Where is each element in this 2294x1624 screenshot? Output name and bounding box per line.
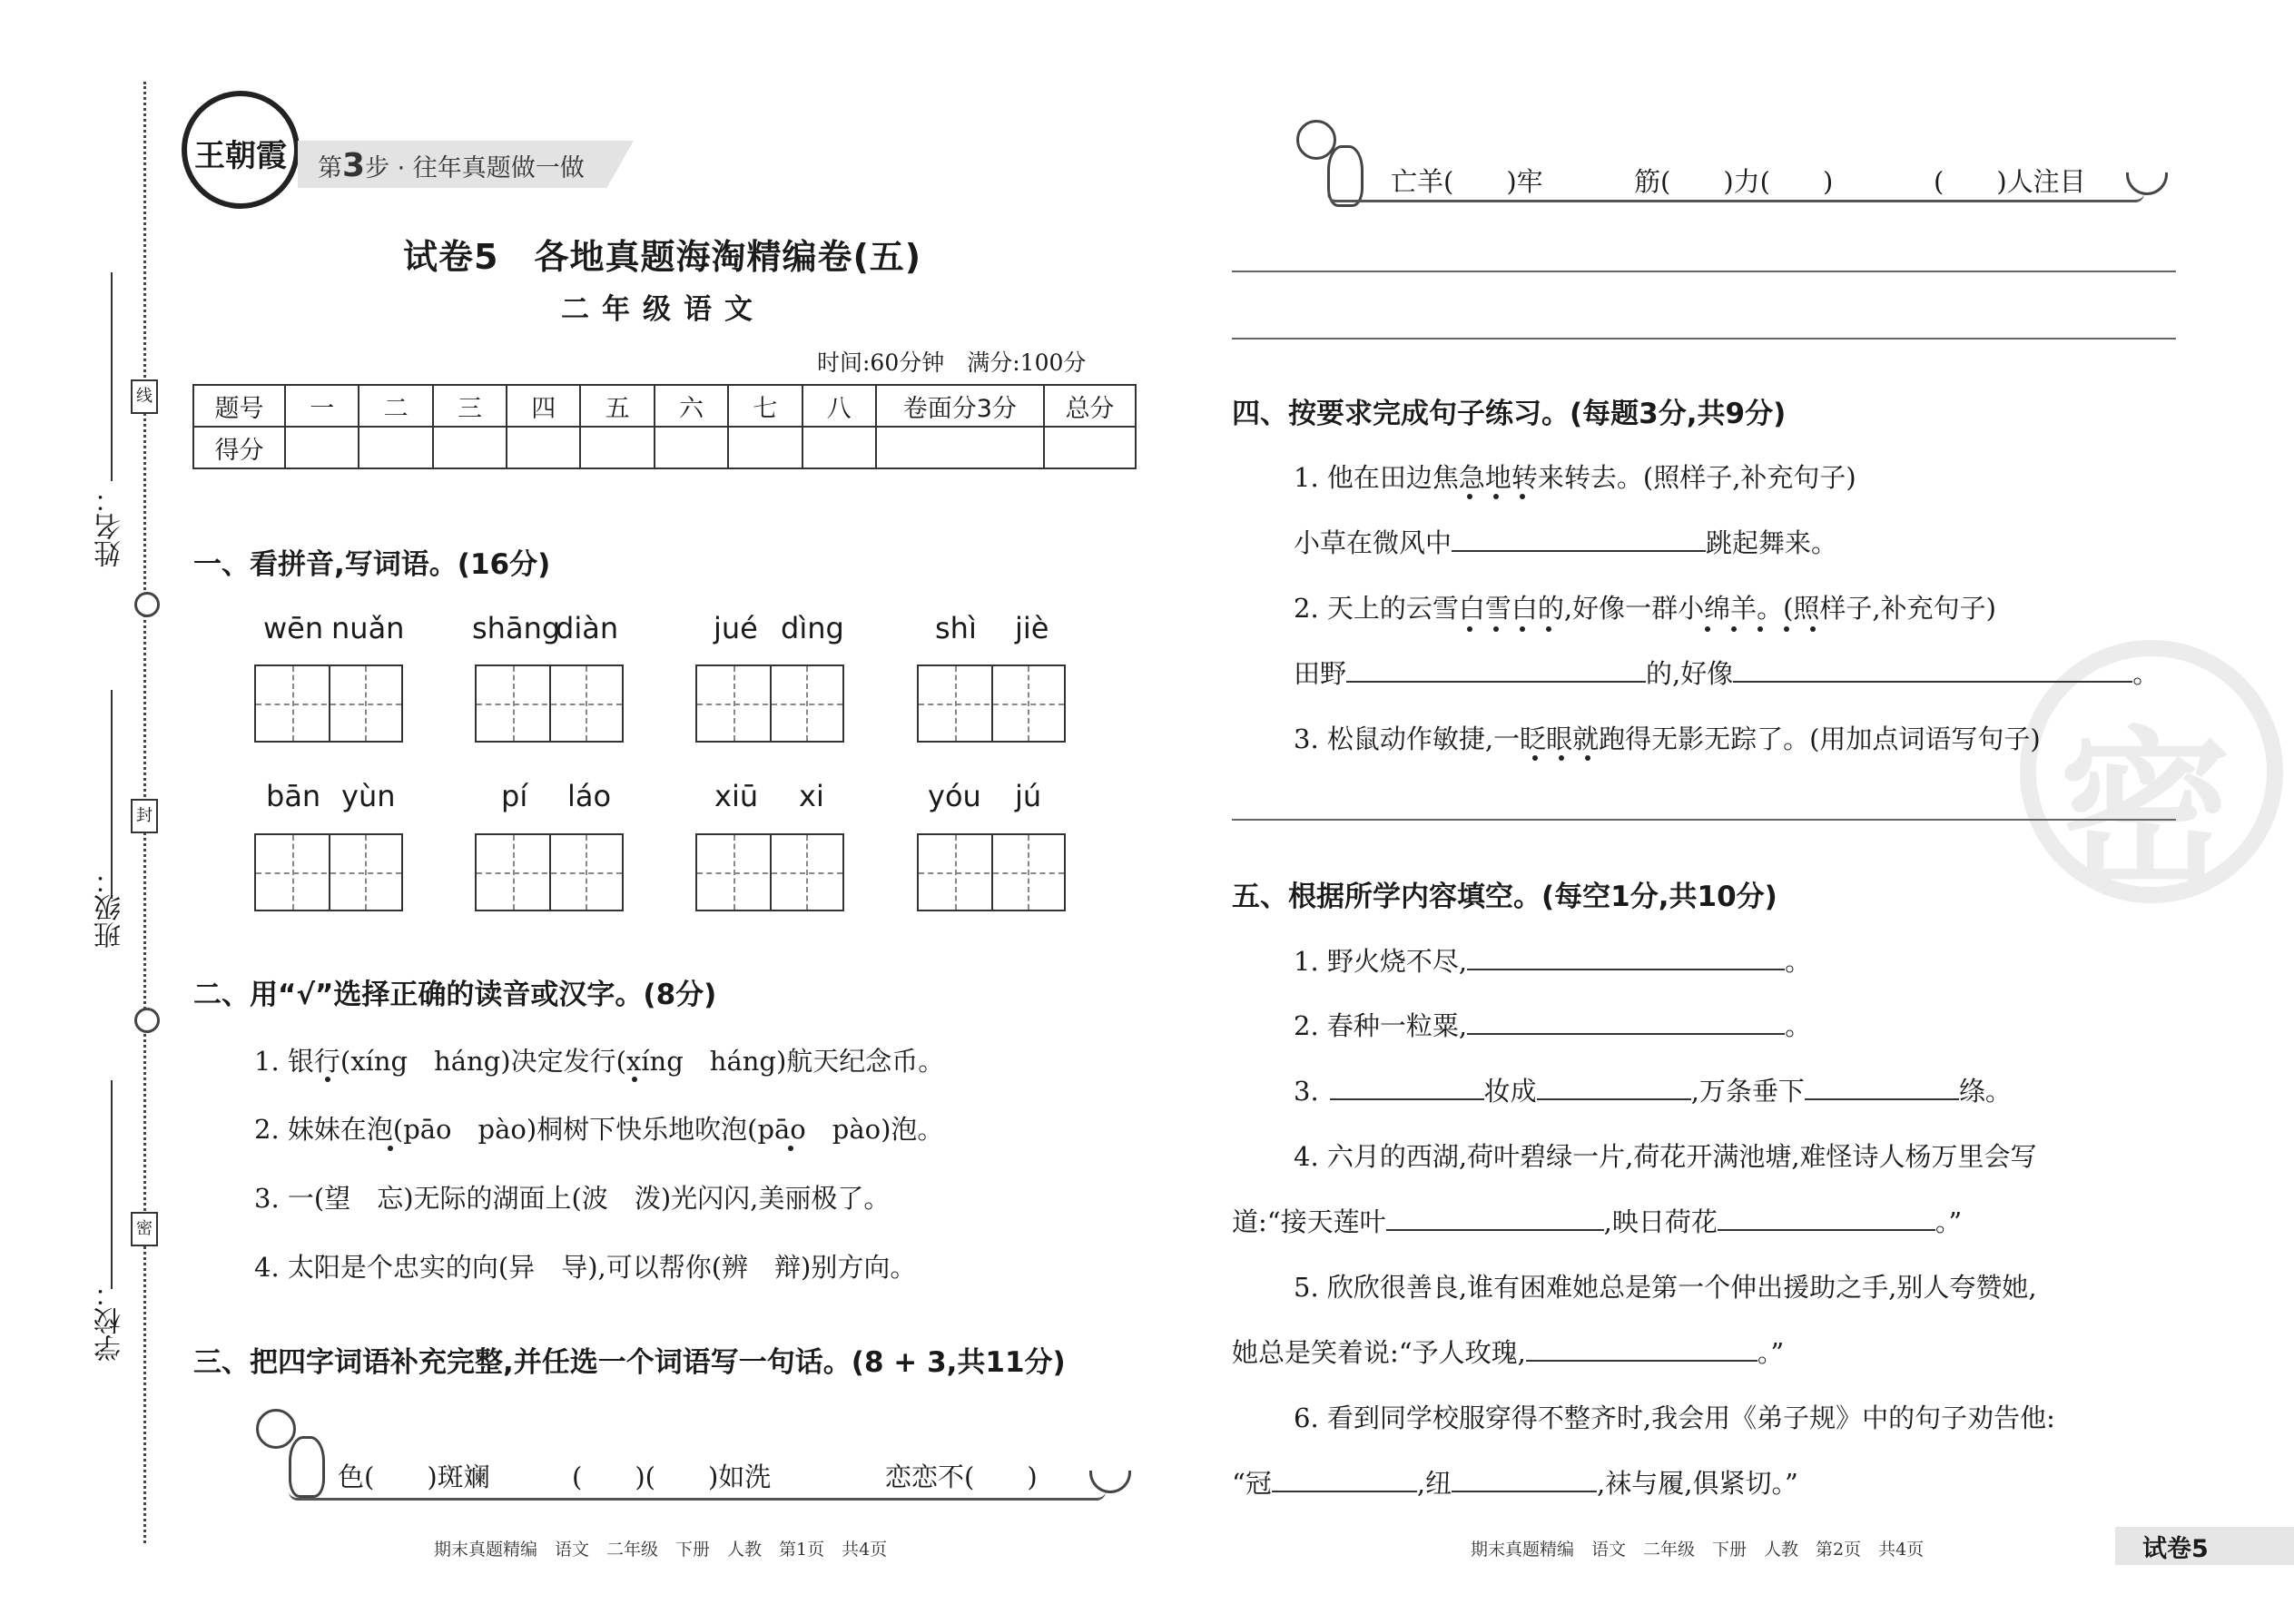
writing-grid[interactable]	[475, 833, 624, 911]
writing-grid[interactable]	[254, 833, 403, 911]
answer-blank[interactable]	[1718, 1204, 1935, 1231]
emphasis-dot	[1520, 626, 1525, 632]
writing-grid[interactable]	[695, 664, 844, 743]
score-table-header-row	[193, 385, 1136, 427]
answer-blank[interactable]	[1467, 943, 1785, 970]
seal-tag-mi: 密	[131, 1212, 158, 1246]
pinyin: yùn	[341, 779, 396, 813]
writing-grid[interactable]	[917, 833, 1066, 911]
header-cell: 题号	[193, 385, 285, 427]
fill-line: 3. 妆成 ,万条垂下 绦。	[1294, 1071, 2012, 1108]
question-item: 2. 天上的云雪白雪白的,好像一群小绵羊。(照样子,补充句子)	[1294, 593, 1996, 624]
question-item: 4. 六月的西湖,荷叶碧绿一片,荷花开满池塘,难怪诗人杨万里会写	[1294, 1141, 2037, 1172]
header-cell: 总分	[1044, 385, 1136, 427]
pinyin: shì	[935, 611, 977, 645]
pinyin: shāng	[472, 611, 561, 645]
section4-heading: 四、按要求完成句子练习。(每题3分,共9分)	[1232, 398, 1787, 430]
pinyin: bān	[266, 779, 321, 813]
seal-tag-xian: 线	[131, 379, 158, 414]
score-cell[interactable]	[1044, 427, 1136, 468]
pinyin: wēn	[263, 611, 324, 645]
idiom-item: ( )( )如洗	[572, 1462, 772, 1492]
pinyin: xi	[799, 779, 824, 813]
answer-blank[interactable]	[1467, 1008, 1785, 1035]
fill-line: “冠 ,纽 ,袜与履,俱紧切。”	[1232, 1463, 1798, 1501]
footer-right: 期末真题精编 语文 二年级 下册 人教 第2页 共4页	[1471, 1540, 1925, 1560]
question-item: 3. 一(望 忘)无际的湖面上(波 泼)光闪闪,美丽极了。	[254, 1183, 891, 1214]
answer-line[interactable]	[1232, 271, 2176, 272]
answer-blank[interactable]	[1537, 1073, 1691, 1100]
emphasis-dot	[1784, 626, 1789, 632]
school-field-rule[interactable]	[111, 1080, 113, 1289]
header-cell: 七	[728, 385, 802, 427]
exam-subtitle: 二年级语文	[561, 293, 765, 326]
emphasis-dot	[1532, 755, 1538, 761]
header-cell: 五	[580, 385, 654, 427]
answer-blank[interactable]	[1272, 1465, 1417, 1492]
pinyin: jiè	[1015, 611, 1049, 645]
fill-line: 道:“接天莲叶 ,映日荷花 。”	[1232, 1202, 1962, 1239]
header-cell: 八	[802, 385, 876, 427]
pinyin: nuǎn	[331, 611, 405, 645]
score-cell[interactable]	[507, 427, 580, 468]
header-cell: 六	[655, 385, 728, 427]
idiom-item: 筋( )力( )	[1634, 166, 1834, 197]
row-label: 得分	[193, 427, 285, 468]
writing-grid[interactable]	[254, 664, 403, 743]
answer-blank[interactable]	[1526, 1334, 1757, 1362]
score-table	[192, 384, 1137, 469]
writing-grid[interactable]	[475, 664, 624, 743]
answer-blank[interactable]	[1386, 1204, 1604, 1231]
fill-line: 田野 的,好像 。	[1294, 654, 2159, 691]
section3-heading: 三、把四字词语补充完整,并任选一个词语写一句话。(8 + 3,共11分)	[193, 1346, 1066, 1379]
logo-text: 王朝霞	[194, 138, 287, 174]
emphasis-dot	[1731, 626, 1737, 632]
header-cell: 四	[507, 385, 580, 427]
binding-knot-icon	[134, 592, 160, 617]
answer-blank[interactable]	[1330, 1073, 1484, 1100]
idiom-item: 色( )斑斓	[338, 1462, 490, 1492]
school-label: 学校：	[94, 1280, 126, 1362]
idiom-item: 亡羊( )牢	[1391, 166, 1543, 197]
fill-line: 小草在微风中 跳起舞来。	[1294, 523, 1837, 560]
score-cell[interactable]	[655, 427, 728, 468]
watermark-glyph: 密	[2059, 712, 2232, 912]
pinyin: jué	[714, 611, 758, 645]
idiom-item: 恋恋不( )	[885, 1462, 1038, 1492]
pinyin: jú	[1015, 779, 1042, 813]
step-label: 第3步 · 往年真题做一做	[318, 147, 585, 184]
section2-heading: 二、用“√”选择正确的读音或汉字。(8分)	[193, 979, 717, 1011]
emphasis-dot	[1559, 755, 1564, 761]
score-cell[interactable]	[359, 427, 432, 468]
emphasis-dot	[788, 1146, 793, 1151]
writing-grid[interactable]	[695, 833, 844, 911]
emphasis-dot	[325, 1077, 330, 1082]
emphasis-dot	[1493, 494, 1499, 499]
header-cell: 三	[433, 385, 507, 427]
pinyin: xiū	[714, 779, 759, 813]
question-item: 1. 他在田边焦急地转来转去。(照样子,补充句子)	[1294, 462, 1856, 493]
fill-line: 她总是笑着说:“予人玫瑰, 。”	[1232, 1333, 1784, 1370]
binding-knot-icon	[134, 1008, 160, 1033]
score-cell[interactable]	[285, 427, 359, 468]
score-table-score-row	[193, 427, 1136, 468]
name-field-rule[interactable]	[111, 272, 113, 481]
brand-logo	[182, 91, 300, 209]
answer-line[interactable]	[1232, 819, 2176, 821]
answer-blank[interactable]	[1452, 1465, 1597, 1492]
answer-blank[interactable]	[1346, 655, 1646, 683]
pinyin: diàn	[556, 611, 619, 645]
seal-tag-feng: 封	[131, 799, 158, 833]
answer-blank[interactable]	[1452, 525, 1706, 552]
pinyin: dìng	[781, 611, 844, 645]
pinyin: láo	[567, 779, 612, 813]
question-item: 6. 看到同学校服穿得不整齐时,我会用《弟子规》中的句子劝告他:	[1294, 1403, 2055, 1433]
header-cell: 一	[285, 385, 359, 427]
emphasis-dot	[1520, 494, 1525, 499]
class-label: 班级：	[94, 867, 126, 949]
emphasis-dot	[1810, 626, 1816, 632]
score-cell[interactable]	[802, 427, 876, 468]
time-info: 时间:60分钟 满分:100分	[817, 349, 1087, 376]
emphasis-dot	[1467, 494, 1472, 499]
question-item: 2. 妹妹在泡(pāo pào)桐树下快乐地吹泡(pāo pào)泡。	[254, 1114, 944, 1145]
emphasis-dot	[1493, 626, 1499, 632]
idiom-item: ( )人注目	[1934, 166, 2086, 197]
section5-heading: 五、根据所学内容填空。(每空1分,共10分)	[1232, 881, 1777, 913]
fill-line: 2. 春种一粒粟, 。	[1294, 1006, 1811, 1043]
name-label: 姓名：	[94, 486, 126, 567]
emphasis-dot	[1705, 626, 1710, 632]
pinyin: yóu	[928, 779, 981, 813]
fill-line: 1. 野火烧不尽, 。	[1294, 941, 1811, 979]
score-cell[interactable]	[728, 427, 802, 468]
answer-blank[interactable]	[1805, 1073, 1959, 1100]
score-cell[interactable]	[433, 427, 507, 468]
exam-badge-label: 试卷5	[2142, 1535, 2209, 1563]
emphasis-dot	[632, 1077, 637, 1082]
emphasis-dot	[1467, 626, 1472, 632]
emphasis-dot	[388, 1146, 393, 1151]
writing-grid[interactable]	[917, 664, 1066, 743]
emphasis-dot	[1585, 755, 1590, 761]
emphasis-dot	[1757, 626, 1763, 632]
header-cell: 二	[359, 385, 432, 427]
exam-title: 试卷5 各地真题海淘精编卷(五)	[403, 237, 922, 277]
emphasis-dot	[1546, 626, 1551, 632]
pinyin: pí	[501, 779, 528, 813]
question-item: 1. 银行(xíng háng)决定发行(xíng háng)航天纪念币。	[254, 1046, 945, 1077]
step-number: 3	[342, 147, 366, 184]
footer-left: 期末真题精编 语文 二年级 下册 人教 第1页 共4页	[434, 1540, 888, 1560]
answer-line[interactable]	[1232, 338, 2176, 340]
score-cell[interactable]	[580, 427, 654, 468]
sun-icon	[256, 1409, 296, 1449]
score-cell[interactable]	[876, 427, 1044, 468]
section1-heading: 一、看拼音,写词语。(16分)	[193, 548, 551, 581]
header-cell: 卷面分3分	[876, 385, 1044, 427]
question-item: 4. 太阳是个忠实的向(异 导),可以帮你(辨 辩)别方向。	[254, 1252, 917, 1283]
question-item: 5. 欣欣很善良,谁有困难她总是第一个伸出援助之手,别人夸赞她,	[1294, 1272, 2037, 1303]
question-item: 3. 松鼠动作敏捷,一眨眼就跑得无影无踪了。(用加点词语写句子)	[1294, 723, 2041, 754]
answer-blank[interactable]	[1733, 655, 2132, 683]
